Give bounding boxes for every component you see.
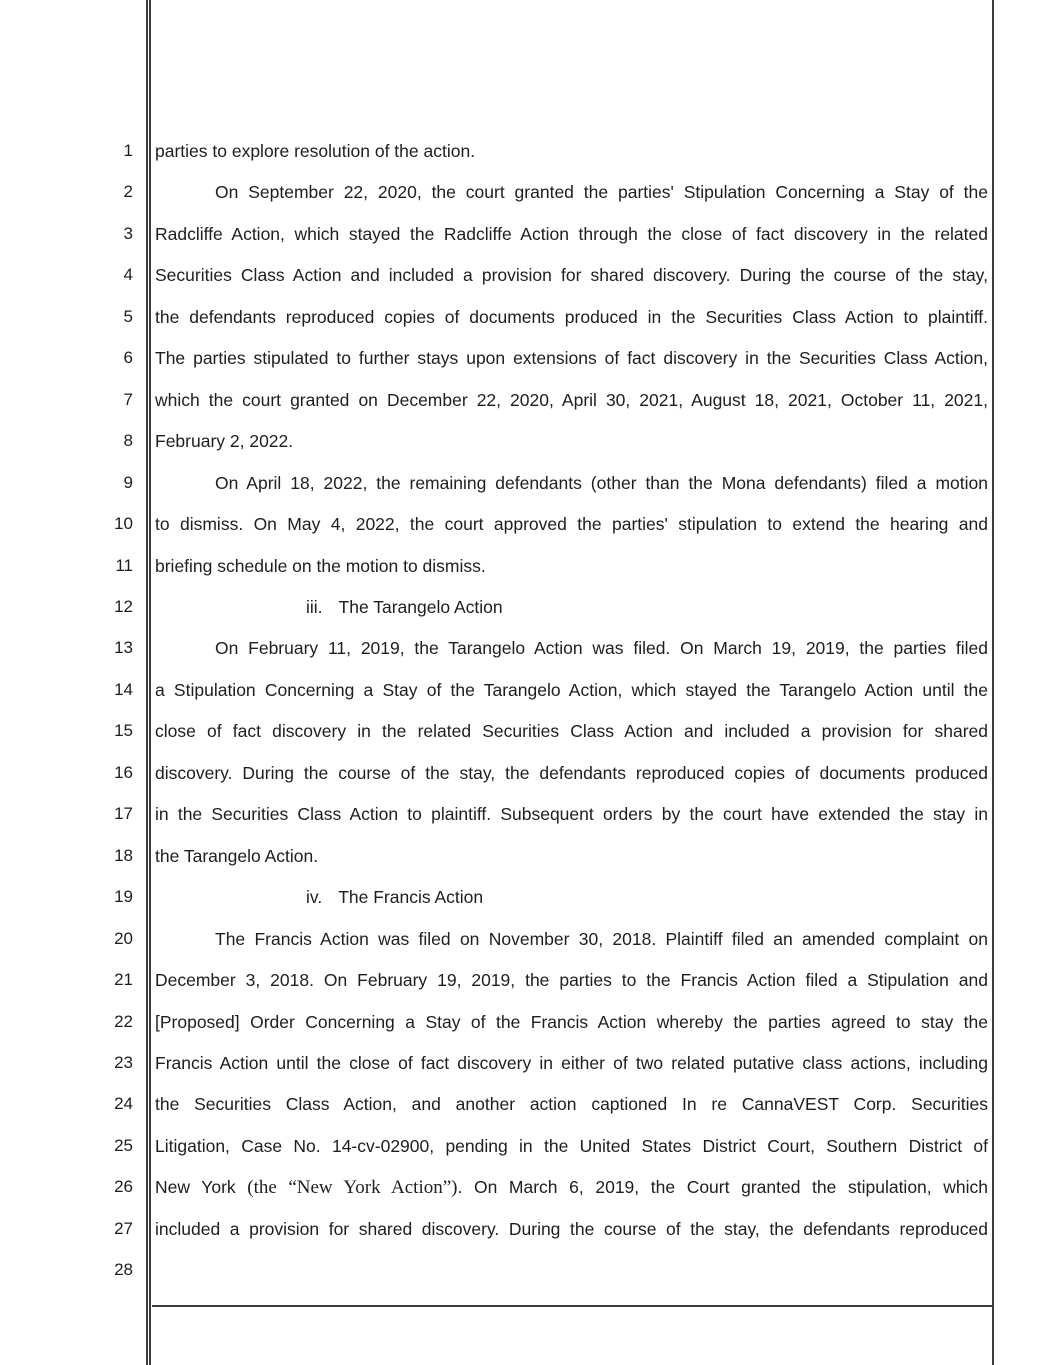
line-number: 3 <box>123 223 133 243</box>
line-number: 22 <box>114 1011 133 1031</box>
serif-text-segment: (the “New York Action”) <box>247 1177 458 1199</box>
document-line: December 3, 2018. On February 19, 2019, the parties to the Francis Action filed a Stipulation and <box>155 970 988 990</box>
document-line: February 2, 2022. <box>155 431 294 452</box>
line-number: 25 <box>114 1135 133 1155</box>
document-line: discovery. During the course of the stay, the defendants reproduced copies of documents produced <box>155 762 988 783</box>
line-number: 28 <box>114 1260 133 1280</box>
document-line: Francis Action until the close of fact discovery in either of two related putative class actions, including <box>155 1052 988 1073</box>
line-number: 11 <box>115 555 133 575</box>
line-number: 20 <box>114 928 133 948</box>
document-line: the defendants reproduced copies of documents produced in the Securities Class Action to plaintiff. <box>155 306 988 327</box>
heading-roman-numeral: iv. <box>306 887 323 908</box>
document-line: briefing schedule on the motion to dismiss. <box>155 555 486 576</box>
section-heading <box>155 595 988 619</box>
document-line: The parties stipulated to further stays upon extensions of fact discovery in the Securities Class Action, <box>155 348 988 369</box>
section-heading <box>155 885 988 909</box>
document-line: [Proposed] Order Concerning a Stay of the Francis Action whereby the parties agreed to stay the <box>155 1011 988 1032</box>
footer-rule <box>152 1305 992 1307</box>
text-column <box>155 0 988 1365</box>
document-line <box>155 1175 988 1199</box>
line-number: 10 <box>114 514 133 533</box>
document-line: Securities Class Action and included a provision for shared discovery. During the course of the stay, <box>155 265 988 286</box>
line-number: 15 <box>114 721 133 741</box>
document-line: included a provision for shared discovery. During the course of the stay, the defendants reproduced <box>155 1218 988 1239</box>
document-line <box>155 1258 988 1282</box>
line-number: 4 <box>123 265 133 285</box>
document-line: which the court granted on December 22, 2020, April 30, 2021, August 18, 2021, October 11, 2021, <box>155 389 988 410</box>
text-segment: New York <box>155 1177 248 1198</box>
line-number: 19 <box>114 887 133 907</box>
line-number: 14 <box>114 679 133 699</box>
line-number: 26 <box>114 1177 133 1197</box>
line-number-gutter <box>70 0 133 1365</box>
text-segment: . On March 6, 2019, the Court granted the stipulation, which <box>457 1177 988 1198</box>
document-line: the Securities Class Action, and another action captioned In re CannaVEST Corp. Securities <box>155 1094 988 1115</box>
line-number: 24 <box>114 1094 133 1114</box>
line-number: 8 <box>123 431 133 451</box>
document-line: On September 22, 2020, the court granted the parties' Stipulation Concerning a Stay of the <box>215 182 988 203</box>
document-line: On February 11, 2019, the Tarangelo Action was filed. On March 19, 2019, the parties filed <box>215 638 988 659</box>
document-line: The Francis Action was filed on November 30, 2018. Plaintiff filed an amended complaint on <box>215 928 988 949</box>
line-number: 13 <box>114 638 133 658</box>
line-number: 7 <box>123 389 133 409</box>
line-number: 1 <box>123 141 133 160</box>
document-line: Radcliffe Action, which stayed the Radcliffe Action through the close of fact discovery in the related <box>155 223 988 244</box>
left-double-rule <box>146 0 151 1365</box>
heading-title: The Tarangelo Action <box>338 597 503 617</box>
line-number: 12 <box>114 597 133 616</box>
line-number: 17 <box>114 804 133 824</box>
document-line: to dismiss. On May 4, 2022, the court approved the parties' stipulation to extend the hearing and <box>155 514 988 534</box>
document-line: the Tarangelo Action. <box>155 845 319 866</box>
line-number: 6 <box>123 348 133 368</box>
line-number: 16 <box>114 762 133 782</box>
line-number: 21 <box>114 970 133 989</box>
line-number: 23 <box>114 1052 133 1072</box>
heading-roman-numeral: iii. <box>306 597 323 617</box>
line-number: 9 <box>123 472 133 492</box>
line-number: 27 <box>114 1218 133 1238</box>
document-line: Litigation, Case No. 14-cv-02900, pending in the United States District Court, Southern District of <box>155 1135 988 1156</box>
document-line: in the Securities Class Action to plaintiff. Subsequent orders by the court have extended the stay in <box>155 804 988 825</box>
line-number: 18 <box>114 845 133 865</box>
document-line: parties to explore resolution of the action. <box>155 141 476 161</box>
line-number: 5 <box>123 306 133 326</box>
right-margin-rule <box>992 0 994 1365</box>
line-number: 2 <box>123 182 133 202</box>
document-line: a Stipulation Concerning a Stay of the Tarangelo Action, which stayed the Tarangelo Action until the <box>155 679 988 700</box>
document-line: close of fact discovery in the related Securities Class Action and included a provision for shared <box>155 721 988 742</box>
document-line: On April 18, 2022, the remaining defendants (other than the Mona defendants) filed a motion <box>215 472 988 493</box>
heading-title: The Francis Action <box>338 887 484 908</box>
